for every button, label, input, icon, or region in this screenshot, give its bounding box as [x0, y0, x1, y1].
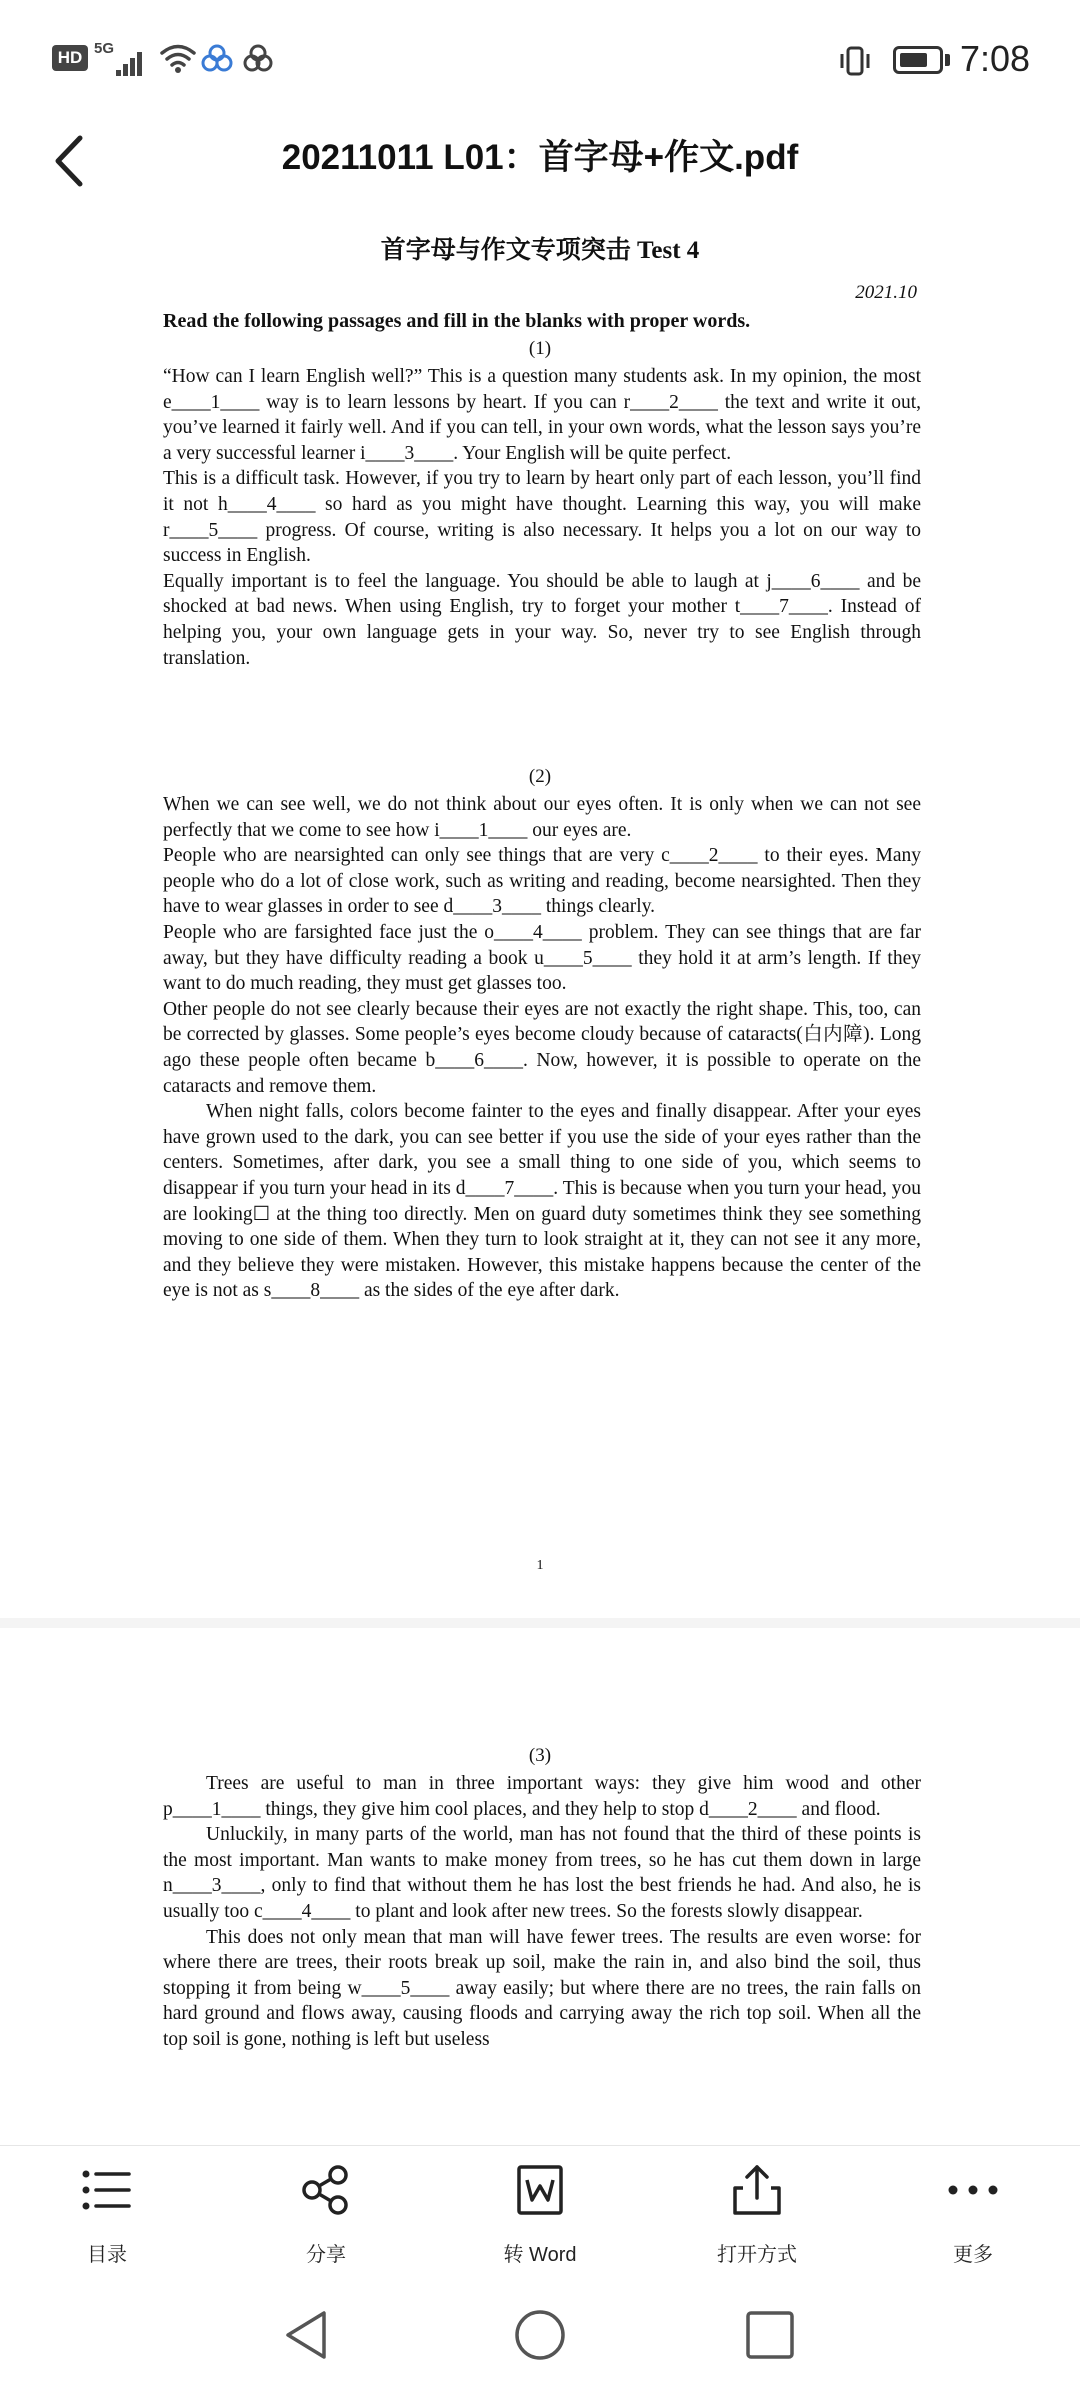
clock: 7:08 [960, 38, 1031, 79]
open-with-button[interactable] [667, 2146, 847, 2278]
paragraph: This does not only mean that man will have fewer trees. The results are even worse: for where there are trees, their roots break up soil, make the rain in, and also bind the soil, thus stopping it from being w____5____ away easily; but where there are no trees, the rain falls on hard ground and flows away, causing floods and carrying away the rich top soil. When all the top soil is gone, nothing is left but useless [163, 1926, 921, 2050]
upload-share-icon [729, 2162, 785, 2218]
more-dots-icon [945, 2162, 1001, 2218]
share-label: 分享 [306, 2244, 346, 2266]
paragraph: This is a difficult task. However, if you try to learn by heart only part of each lesson, you’ll find it not h____4____ so hard as you might have thought. Learning this way, you will make r____5____ progress. Of course, writing is also necessary. It helps you a lot on our way to success in English. [163, 468, 921, 567]
network-type: 5G [94, 40, 115, 57]
pdf-instruction: Read the following passages and fill in the blanks with proper words. [163, 310, 751, 332]
open-with-label: 打开方式 [717, 2244, 797, 2266]
paragraph: When night falls, colors become fainter to the eyes and finally disappear. After your eyes have grown used to the dark, you can see better if you use the side of your eyes rather than the centers. Sometimes, after dark, you see a small thing to one side of you, which seems to disappear if you turn your head in its d____7____. This is because when you turn your head, you are looking☐ at the thing too directly. Men on guard duty sometimes think they see something moving to one side of them. When they turn to look straight at it, they can not see it any more, and they believe they were mistaken. However, this mistake happens because the center of the eye is not as s____8____ as the sides of the eye after dark. [163, 1101, 921, 1302]
passage-1 [163, 364, 921, 671]
nav-recents-icon[interactable] [742, 2307, 798, 2363]
more-button[interactable] [883, 2146, 1063, 2278]
section-number: (1) [528, 338, 552, 359]
nav-home-icon[interactable] [512, 2307, 568, 2363]
paragraph: “How can I learn English well?” This is a question many students ask. In my opinion, the most e____1____ way is to learn lessons by heart. If you can r____2____ the text and write it out, you’ve learned it fairly well. And if you can tell, in your own words, what the lesson says you’re a very successful learner i____3____. Your English will be quite perfect. [163, 366, 921, 464]
pdf-page-2 [0, 1628, 1080, 2145]
passage-3 [163, 1771, 921, 2053]
page-number: 1 [536, 1558, 544, 1573]
battery-level [900, 53, 927, 67]
list-icon [79, 2162, 135, 2218]
catalog-button[interactable] [17, 2146, 197, 2278]
battery-icon [893, 46, 943, 74]
pdf-viewer[interactable] [0, 200, 1080, 2145]
paragraph: People who are nearsighted can only see things that are very c____2____ to their eyes. Many people who do a lot of close work, such as writing and reading, become nearsighted. Then they have to wear glasses in order to see d____3____ things clearly. [163, 845, 921, 918]
hotspot-link-icon [199, 44, 235, 74]
convert-to-word-button[interactable] [450, 2146, 630, 2278]
convert-to-word-label: 转 Word [503, 2244, 577, 2266]
pdf-heading: 首字母与作文专项突击 Test 4 [380, 237, 700, 264]
link-icon [240, 44, 276, 74]
signal-icon [116, 48, 146, 76]
pdf-page-1 [0, 200, 1080, 1618]
vibrate-icon [838, 44, 872, 78]
hd-badge: HD [52, 45, 88, 71]
battery-tip [945, 54, 950, 66]
more-label: 更多 [953, 2244, 993, 2266]
share-icon [298, 2162, 354, 2218]
section-number: (2) [528, 766, 552, 787]
section-number: (3) [528, 1745, 552, 1766]
status-bar [0, 0, 1080, 118]
paragraph: People who are farsighted face just the o____4____ problem. They can see things that are far away, but they have difficulty reading a book u____5____ they hold it at arm’s length. If they want to do much reading, they must get glasses too. [163, 921, 921, 995]
paragraph: When we can see well, we do not think about our eyes often. It is only when we can not see perfectly that we come to see how i____1____ our eyes are. [163, 794, 921, 841]
share-button[interactable] [236, 2146, 416, 2278]
paragraph: Other people do not see clearly because their eyes are not exactly the right shape. This, too, can be corrected by glasses. Some people’s eyes become cloudy because of cataracts(白内障). Long ago these people often became b____6____. Now, however, it is possible to operate on the cataracts and remove them. [163, 998, 921, 1097]
pdf-date: 2021.10 [855, 282, 917, 303]
title-bar [0, 118, 1080, 208]
bottom-toolbar [0, 2145, 1080, 2278]
passage-2 [163, 792, 921, 1304]
nav-back-icon[interactable] [280, 2307, 336, 2363]
paragraph: Equally important is to feel the language. You should be able to laugh at j____6____ and be shocked at bad news. When using English, try to forget your mother t____7____. Instead of helping you, your own language gets in your way. So, never try to see English through translation. [163, 570, 921, 669]
system-nav-bar [0, 2277, 1080, 2389]
paragraph: Unluckily, in many parts of the world, man has not found that the third of these points is the most important. Man wants to make money from trees, so he has cut them down in large n____3____, only to find that without them he has lost the best friends he had. And also, he is usually too c____4____ to plant and look after new trees. So the forests slowly disappear. [163, 1824, 921, 1922]
wifi-icon [160, 42, 196, 74]
paragraph: Trees are useful to man in three important ways: they give him wood and other p____1____ things, they give him cool places, and they help to stop d____2____ and flood. [163, 1773, 921, 1820]
document-file-title: 20211011 L01：首字母+作文.pdf [281, 138, 799, 177]
word-doc-icon [512, 2162, 568, 2218]
catalog-label: 目录 [87, 2244, 127, 2266]
